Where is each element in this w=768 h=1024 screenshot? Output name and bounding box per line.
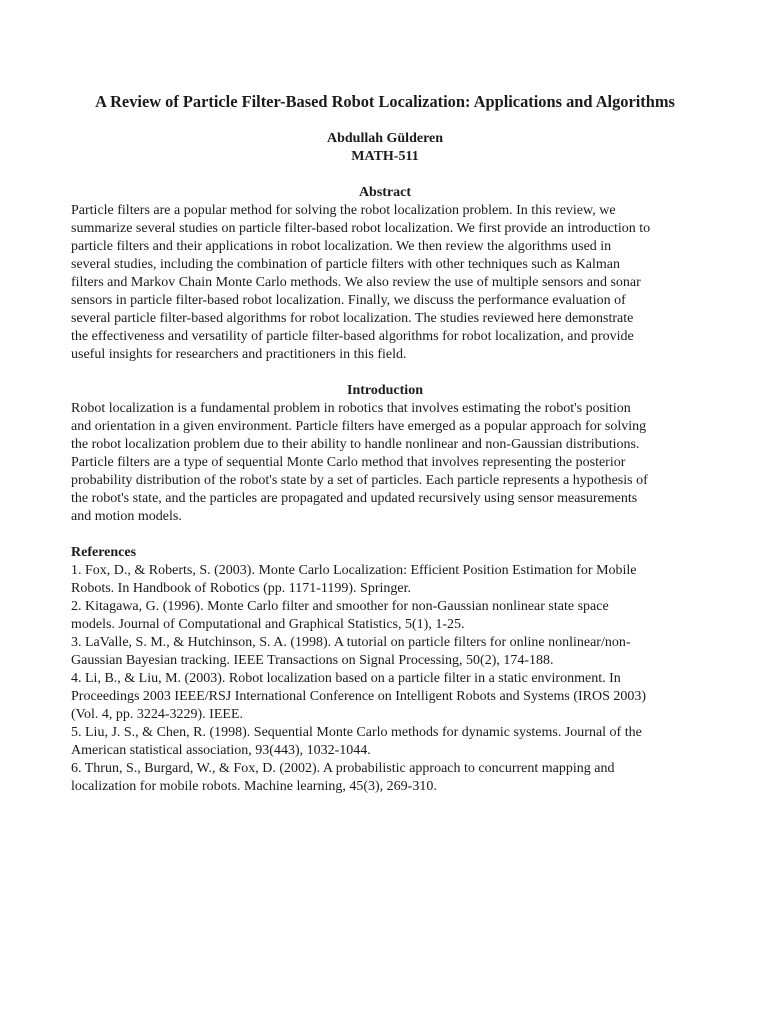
reference-line: 1. Fox, D., & Roberts, S. (2003). Monte Carlo Localization: Efficient Position Estimation for Mobile: [71, 563, 637, 578]
introduction-line: the robot's state, and the particles are propagated and updated recursively using sensor measurements: [71, 491, 638, 506]
abstract-heading: Abstract: [358, 185, 412, 200]
introduction-paragraph: [71, 400, 699, 526]
introduction-line: probability distribution of the robot's state by a set of particles. Each particle represents a hypothesis of: [71, 473, 648, 488]
abstract-section: [71, 184, 699, 364]
document-page: [71, 92, 699, 796]
introduction-heading: Introduction: [347, 383, 423, 398]
reference-line: Proceedings 2003 IEEE/RSJ International Conference on Intelligent Robots and Systems (IROS 2003): [71, 689, 647, 704]
reference-line: 5. Liu, J. S., & Chen, R. (1998). Sequential Monte Carlo methods for dynamic systems. Journal of the: [71, 725, 642, 740]
reference-line: Robots. In Handbook of Robotics (pp. 1171-1199). Springer.: [71, 581, 411, 596]
introduction-line: Particle filters are a type of sequential Monte Carlo method that involves representing the posterior: [71, 455, 626, 470]
abstract-line: particle filters and their applications in robot localization. We then review the algorithms used in: [71, 239, 612, 254]
abstract-line: the effectiveness and versatility of particle filter-based algorithms for robot localization, and provide: [71, 329, 634, 344]
abstract-paragraph: [71, 202, 699, 364]
reference-line: (Vol. 4, pp. 3224-3229). IEEE.: [71, 707, 243, 722]
author-block: [71, 130, 699, 166]
abstract-line: summarize several studies on particle filter-based robot localization. We first provide an introduction to: [71, 221, 651, 236]
abstract-line: useful insights for researchers and practitioners in this field.: [71, 347, 407, 362]
introduction-line: and orientation in a given environment. Particle filters have emerged as a popular approach for solving: [71, 419, 647, 434]
reference-item: [71, 634, 699, 670]
author-name: Abdullah Gülderen: [326, 131, 444, 146]
abstract-line: Particle filters are a popular method for solving the robot localization problem. In this review, we: [71, 203, 616, 218]
reference-line: 2. Kitagawa, G. (1996). Monte Carlo filter and smoother for non-Gaussian nonlinear state space: [71, 599, 609, 614]
introduction-line: the robot localization problem due to their ability to handle nonlinear and non-Gaussian distributions.: [71, 437, 640, 452]
abstract-line: sensors in particle filter-based robot localization. Finally, we discuss the performance evaluation of: [71, 293, 626, 308]
references-heading: References: [71, 545, 137, 560]
references-section: [71, 544, 699, 796]
introduction-line: and motion models.: [71, 509, 182, 524]
reference-line: 4. Li, B., & Liu, M. (2003). Robot localization based on a particle filter in a static environment. In: [71, 671, 621, 686]
introduction-line: Robot localization is a fundamental problem in robotics that involves estimating the robot's position: [71, 401, 631, 416]
course-code: MATH-511: [351, 149, 419, 164]
reference-line: American statistical association, 93(443), 1032-1044.: [71, 743, 371, 758]
paper-title: A Review of Particle Filter-Based Robot Localization: Applications and Algorithms: [95, 92, 675, 111]
reference-item: [71, 724, 699, 760]
reference-line: 6. Thrun, S., Burgard, W., & Fox, D. (2002). A probabilistic approach to concurrent mapping and: [71, 761, 615, 776]
abstract-line: several particle filter-based algorithms for robot localization. The studies reviewed here demonstrate: [71, 311, 634, 326]
reference-item: [71, 670, 699, 724]
reference-line: localization for mobile robots. Machine learning, 45(3), 269-310.: [71, 779, 437, 794]
abstract-line: filters and Markov Chain Monte Carlo methods. We also review the use of multiple sensors and sonar: [71, 275, 641, 290]
reference-list: [71, 562, 699, 796]
introduction-section: [71, 382, 699, 526]
reference-line: 3. LaValle, S. M., & Hutchinson, S. A. (1998). A tutorial on particle filters for online nonlinear/non-: [71, 635, 631, 650]
reference-item: [71, 562, 699, 598]
reference-line: models. Journal of Computational and Graphical Statistics, 5(1), 1-25.: [71, 617, 465, 632]
reference-item: [71, 598, 699, 634]
reference-item: [71, 760, 699, 796]
abstract-line: several studies, including the combination of particle filters with other techniques such as Kalman: [71, 257, 620, 272]
reference-line: Gaussian Bayesian tracking. IEEE Transactions on Signal Processing, 50(2), 174-188.: [71, 653, 554, 668]
